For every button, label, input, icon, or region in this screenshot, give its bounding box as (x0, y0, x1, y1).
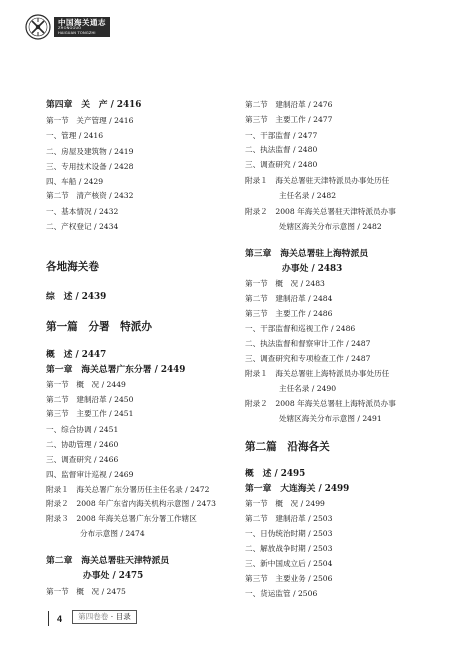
toc-entry: 一、综合协调 / 2451 (46, 425, 119, 434)
toc-entry: 四、监督审计巡视 / 2469 (46, 470, 134, 479)
toc-entry: 主任名录 / 2490 (279, 384, 337, 393)
toc-entry: 概 述 / 2495 (245, 469, 306, 479)
toc-entry: 第三节 主要工作 / 2486 (245, 309, 333, 318)
toc-entry: 第二章 海关总署驻天津特派员 (46, 556, 170, 566)
toc-entry: 各地海关卷 (46, 261, 99, 273)
toc-entry: 第一节 概 况 / 2499 (245, 499, 325, 508)
toc-entry: 二、产权登记 / 2434 (46, 222, 119, 231)
toc-entry: 附录１ 海关总署广东分署历任主任名录 / 2472 (46, 485, 210, 494)
section-tab-separator: · (110, 612, 114, 621)
toc-entry: 附录２ 2008 年海关总署驻上海特派员办事 (245, 399, 396, 408)
toc-left-column (46, 0, 236, 620)
toc-entry: 第一节 概 况 / 2483 (245, 279, 325, 288)
toc-entry: 三、调查研究 / 2466 (46, 455, 119, 464)
logo-subtitle-1: ZHONGGUO (58, 26, 82, 31)
toc-entry: 分布示意图 / 2474 (80, 529, 145, 538)
toc-entry: 一、管理 / 2416 (46, 131, 104, 140)
toc-entry: 第三节 主要业务 / 2506 (245, 574, 333, 583)
toc-entry: 二、执法监督 / 2480 (245, 145, 318, 154)
toc-entry: 第二节 建制沿革 / 2484 (245, 294, 333, 303)
toc-entry: 第三章 海关总署驻上海特派员 (245, 249, 369, 259)
toc-entry: 办事处 / 2483 (282, 264, 343, 274)
toc-entry: 附录２ 2008 年海关总署驻天津特派员办事 (245, 207, 396, 216)
toc-entry: 二、执法监督和督察审计工作 / 2487 (245, 339, 371, 348)
toc-entry: 一、干部监督 / 2477 (245, 131, 318, 140)
toc-entry: 概 述 / 2447 (46, 350, 107, 360)
toc-entry: 附录１ 海关总署驻天津特派员办事处历任 (245, 176, 390, 185)
toc-entry: 综 述 / 2439 (46, 292, 107, 302)
toc-entry: 第一章 海关总署广东分署 / 2449 (46, 365, 186, 375)
toc-entry: 二、协助管理 / 2460 (46, 440, 119, 449)
toc-entry: 第一节 关产管理 / 2416 (46, 116, 134, 125)
section-tab (72, 610, 137, 624)
toc-entry: 主任名录 / 2482 (279, 191, 337, 200)
toc-entry: 第二节 建制沿革 / 2503 (245, 514, 333, 523)
toc-entry: 三、调查研究和专项检查工作 / 2487 (245, 354, 371, 363)
toc-entry: 三、新中国成立后 / 2504 (245, 559, 333, 568)
toc-entry: 第一篇 分署 特派办 (46, 321, 152, 333)
toc-entry: 三、调查研究 / 2480 (245, 160, 318, 169)
footer-divider (48, 611, 49, 626)
logo-title: 中国海关通志 (58, 17, 106, 27)
toc-entry: 一、日伪统治时期 / 2503 (245, 529, 333, 538)
toc-entry: 第一节 概 况 / 2449 (46, 380, 126, 389)
section-tab-volume: 第四卷卷 (78, 612, 109, 621)
toc-entry: 第一节 概 况 / 2475 (46, 587, 126, 596)
toc-entry: 第一章 大连海关 / 2499 (245, 484, 350, 494)
toc-entry: 办事处 / 2475 (83, 571, 144, 581)
toc-entry: 第二节 建制沿革 / 2476 (245, 100, 333, 109)
toc-entry: 第二节 建制沿革 / 2450 (46, 395, 134, 404)
toc-entry: 二、解放战争时期 / 2503 (245, 544, 333, 553)
toc-entry: 第三节 主要工作 / 2477 (245, 115, 333, 124)
toc-entry: 三、专用技术设备 / 2428 (46, 162, 134, 171)
toc-entry: 附录３ 2008 年海关总署广东分署工作辖区 (46, 514, 197, 523)
toc-entry: 第二节 清产核资 / 2432 (46, 191, 134, 200)
toc-entry: 第四章 关 产 / 2416 (46, 100, 142, 110)
toc-entry: 四、车船 / 2429 (46, 177, 104, 186)
toc-right-column (245, 0, 435, 620)
page-number: 4 (57, 614, 63, 624)
logo-subtitle-2: HAIGUAN TONGZHI (58, 30, 96, 35)
toc-entry: 附录２ 2008 年广东省内海关机构示意图 / 2473 (46, 499, 216, 508)
toc-entry: 处辖区海关分布示意图 / 2482 (279, 222, 382, 231)
toc-entry: 一、干部监督和巡视工作 / 2486 (245, 324, 356, 333)
toc-entry: 一、货运监管 / 2506 (245, 589, 318, 598)
toc-entry: 二、房屋及建筑物 / 2419 (46, 147, 134, 156)
section-tab-label: 目录 (115, 612, 131, 621)
toc-entry: 第二篇 沿海各关 (245, 441, 330, 453)
toc-entry: 一、基本情况 / 2432 (46, 207, 119, 216)
toc-entry: 附录１ 海关总署驻上海特派员办事处历任 (245, 369, 390, 378)
toc-entry: 第三节 主要工作 / 2451 (46, 409, 134, 418)
toc-entry: 处辖区海关分布示意图 / 2491 (279, 414, 382, 423)
